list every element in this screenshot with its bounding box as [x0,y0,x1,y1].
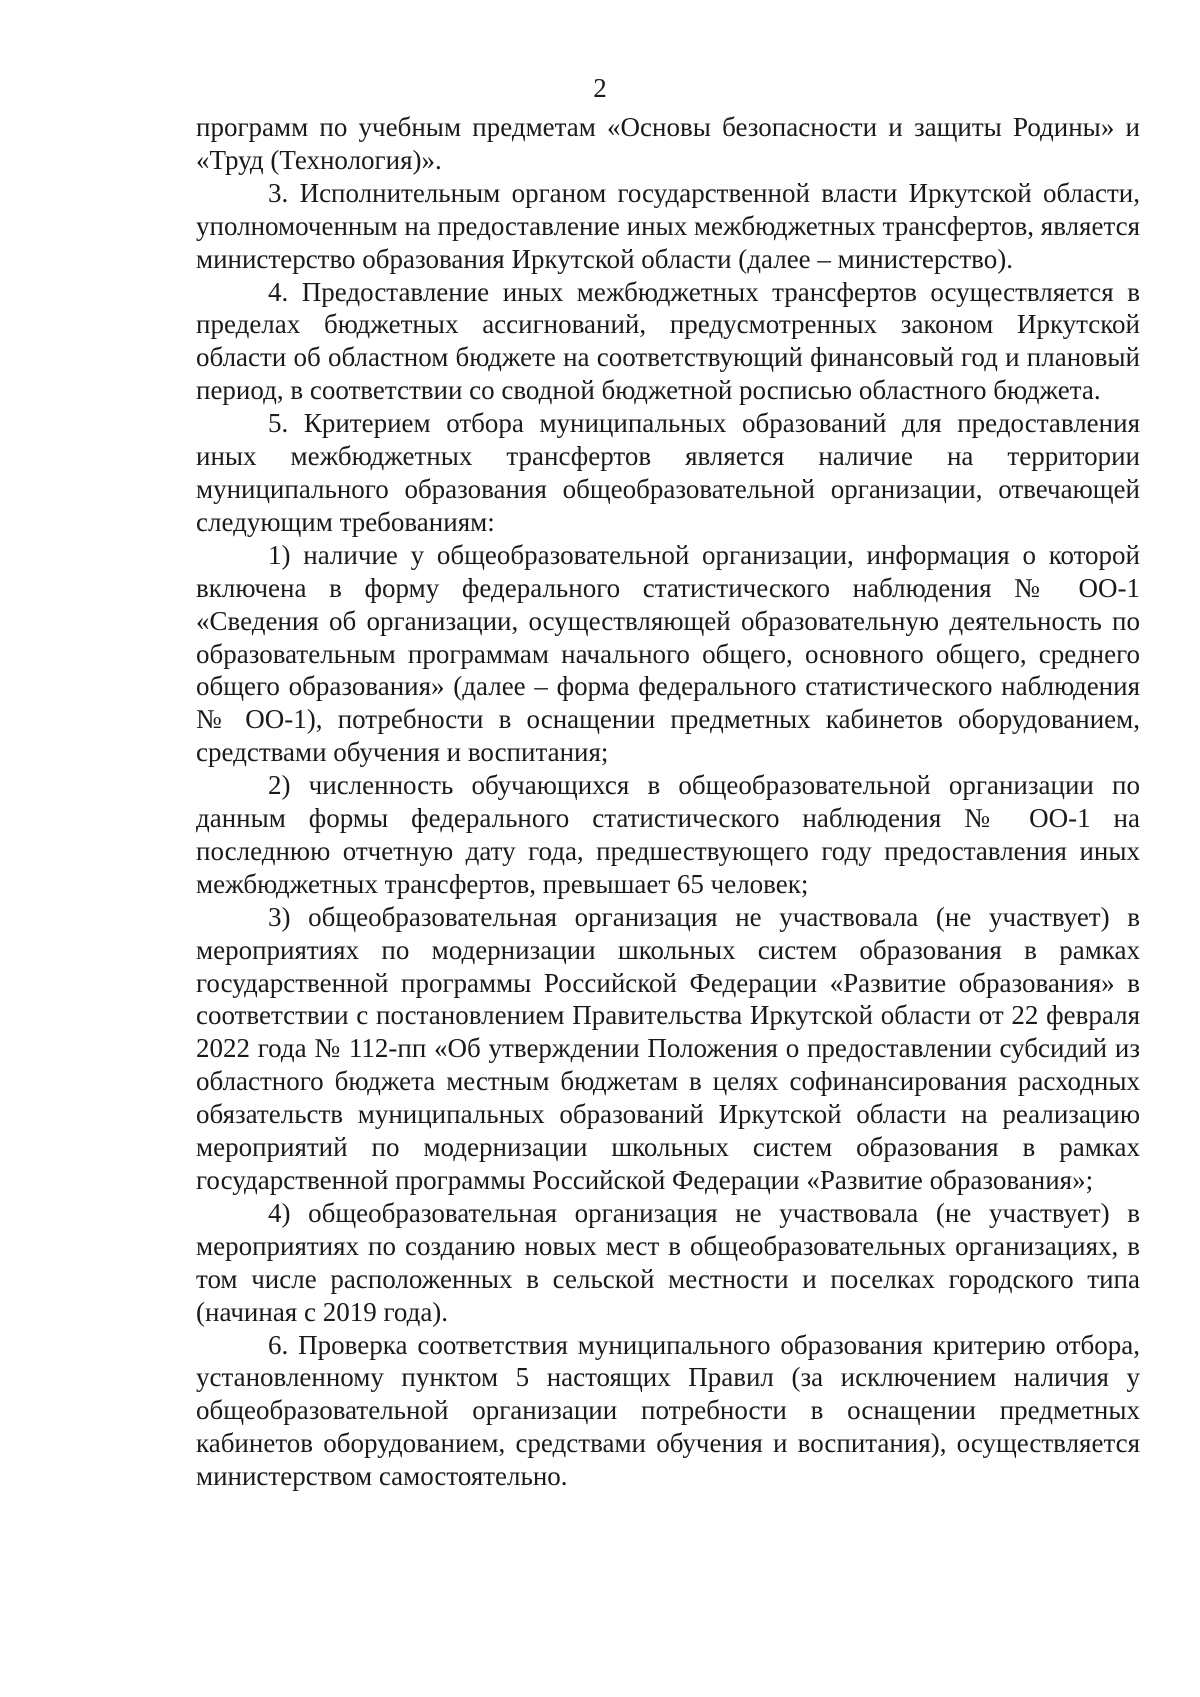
paragraph-item-4: 4. Предоставление иных межбюджетных трансфертов осуществляется в пределах бюджетных ассигнований, предусмотренных законом Иркутской области об областном бюджете на соответствующий финансовый год и плановый период, в соответствии со сводной бюджетной росписью областного бюджета. [196,276,1140,406]
subparagraph-item-3: 3) общеобразовательная организация не участвовала (не участвует) в мероприятиях по модернизации школьных систем образования в рамках государственной программы Российской Федерации «Развитие образования» в соответствии с постановлением Правительства Иркутской области от 22 февраля 2022 года № 112-пп «Об утверждении Положения о предоставлении субсидий из областного бюджета местным бюджетам в целях софинансирования расходных обязательств муниципальных образований Иркутской области на реализацию мероприятий по модернизации школьных систем образования в рамках государственной программы Российской Федерации «Развитие образования»; [196,901,1140,1195]
paragraph-item-6: 6. Проверка соответствия муниципального образования критерию отбора, установленному пунктом 5 настоящих Правил (за исключением наличия у общеобразовательной организации потребности в оснащении предметных кабинетов оборудованием, средствами обучения и воспитания), осуществляется министерством самостоятельно. [196,1329,1140,1492]
subparagraph-item-2: 2) численность обучающихся в общеобразовательной организации по данным формы федерального статистического наблюдения № ОО-1 на последнюю отчетную дату года, предшествующего году предоставления иных межбюджетных трансфертов, превышает 65 человек; [196,770,1140,899]
page-number: 2 [593,73,607,103]
document-body [196,111,1140,1493]
subparagraph-item-1: 1) наличие у общеобразовательной организации, информация о которой включена в форму федерального статистического наблюдения № ОО-1 «Сведения об организации, осуществляющей образовательную деятельность по образовательным программам начального общего, основного общего, среднего общего образования» (далее – форма федерального статистического наблюдения № ОО-1), потребности в оснащении предметных кабинетов оборудованием, средствами обучения и воспитания; [196,539,1140,768]
subparagraph-item-4: 4) общеобразовательная организация не участвовала (не участвует) в мероприятиях по созданию новых мест в общеобразовательных организациях, в том числе расположенных в сельской местности и поселках городского типа (начиная с 2019 года). [196,1197,1140,1327]
paragraph-item-5: 5. Критерием отбора муниципальных образований для предоставления иных межбюджетных трансфертов является наличие на территории муниципального образования общеобразовательной организации, отвечающей следующим требованиям: [196,408,1140,537]
paragraph-item-3: 3. Исполнительным органом государственной власти Иркутской области, уполномоченным на предоставление иных межбюджетных трансфертов, является министерство образования Иркутской области (далее – министерство). [196,177,1140,274]
paragraph-continuation: программ по учебным предметам «Основы безопасности и защиты Родины» и «Труд (Технология)». [196,112,1140,175]
